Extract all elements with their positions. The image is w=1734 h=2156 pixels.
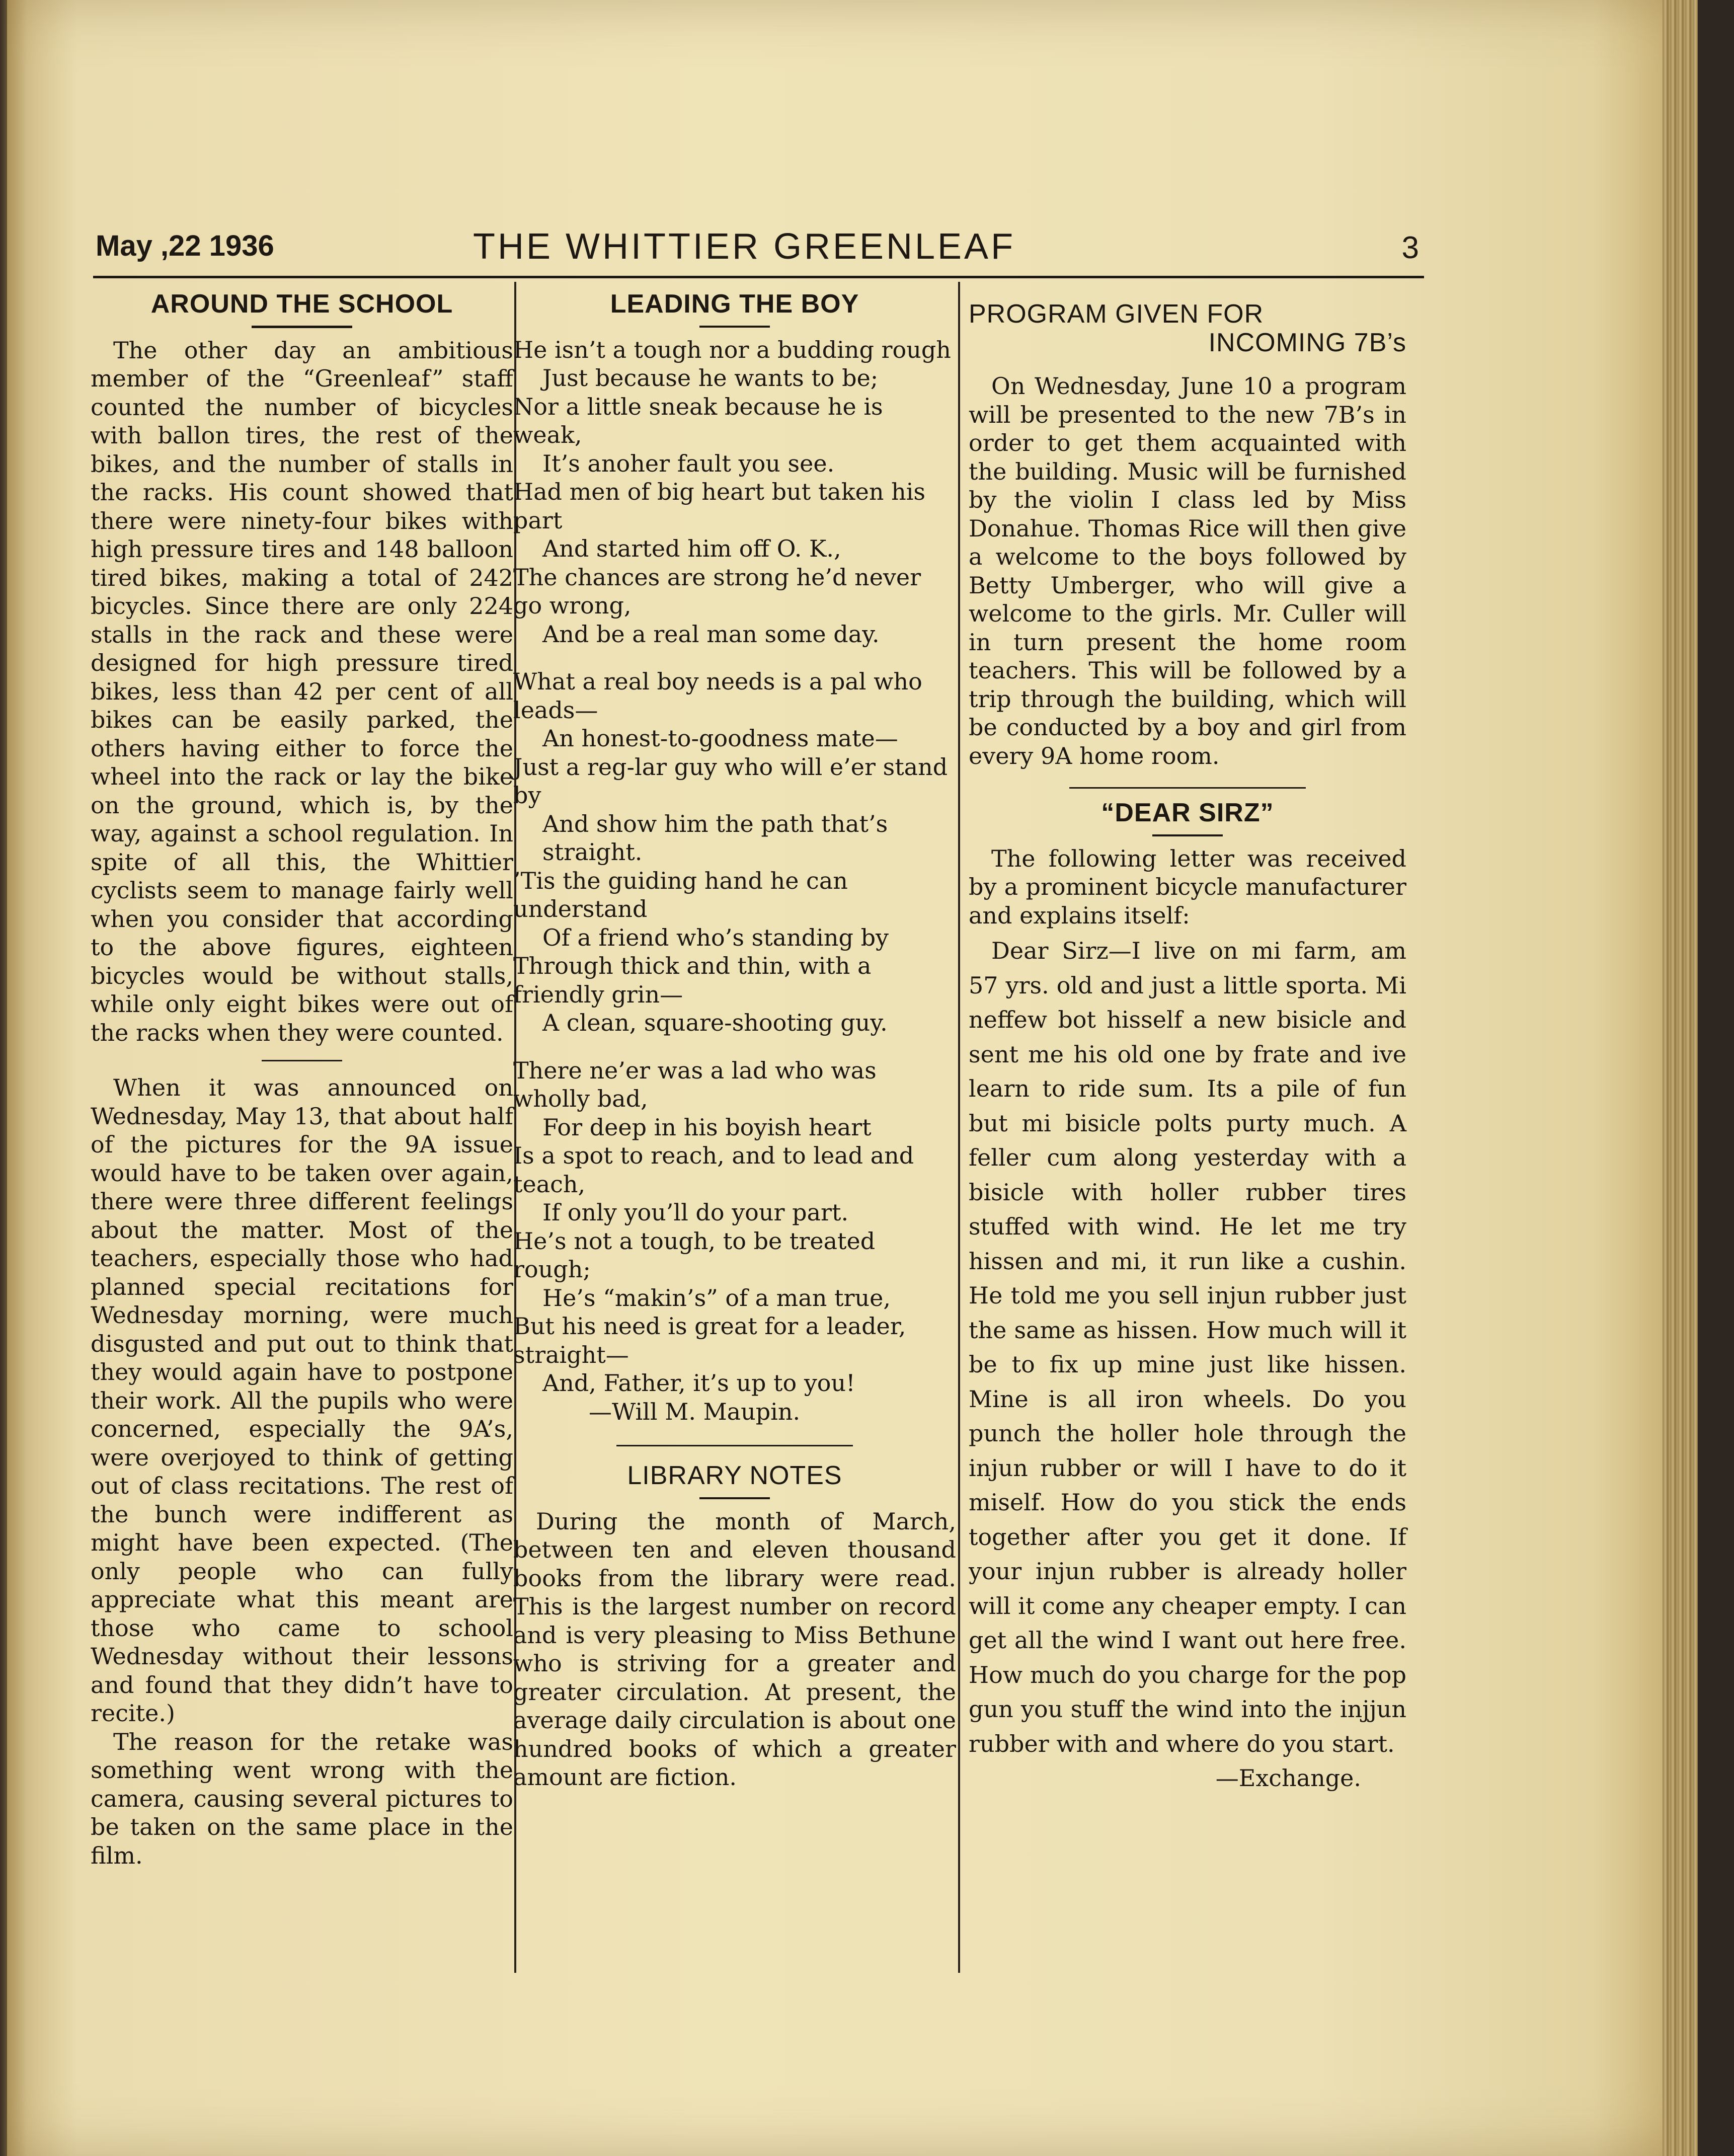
section-divider [262, 1060, 342, 1061]
poem-line: Through thick and thin, with a friendly grin— [513, 952, 872, 1008]
page-edges [1663, 0, 1698, 2156]
heading-rule [1152, 834, 1223, 836]
masthead-title: THE WHITTIER GREENLEAF [473, 226, 1016, 267]
article-heading-line2: INCOMING 7B’s [1208, 328, 1406, 357]
poem-author: —Will M. Maupin. [589, 1398, 801, 1425]
poem-line: The chances are strong he’d never go wrong, [513, 563, 921, 619]
poem-line: If only you’ll do your part. [542, 1199, 849, 1226]
column-1 [91, 287, 513, 1870]
section-divider [616, 1445, 853, 1446]
poem-line: ’Tis the guiding hand he can understand [513, 867, 848, 922]
article-heading: LIBRARY NOTES [627, 1461, 842, 1490]
article-paragraph: The following letter was received by a prominent bicycle manufacturer and explains itself: [969, 844, 1406, 929]
article-heading: “DEAR SIRZ” [1101, 798, 1274, 827]
poem-line: Just a reg-lar guy who will e’er stand by [513, 753, 948, 809]
poem-line: And started him off O. K., [542, 535, 841, 562]
article-heading: AROUND THE SCHOOL [150, 289, 453, 319]
article-paragraph: When it was announced on Wednesday, May 13, that about half of the pictures for the 9A issue would have to be taken over again, there were three different feelings about the matter. Most of the teachers, especially those who had planned special recitations for Wednesday morning, were much disgusted and put out to think that they would again have to postpone their work. All the pupils who were concerned, especially the 9A’s, were overjoyed to think of getting out of class recitations. The rest of the bunch were indifferent as might have been expected. (The only people who can fully appreciate what this meant are those who came to school Wednesday without their lessons and found that they didn’t have to recite.) [91, 1074, 513, 1727]
page-header [96, 226, 1419, 269]
poem-line: What a real boy needs is a pal who leads— [513, 668, 922, 724]
heading-rule [252, 326, 352, 328]
poem-line: A clean, square-shooting guy. [542, 1009, 888, 1036]
poem-line: Just because he wants to be; [542, 364, 879, 392]
column-2 [513, 287, 956, 1792]
poem-line: An honest-to-goodness mate— [542, 725, 898, 752]
poem-line: Of a friend who’s standing by [542, 923, 889, 951]
poem-line: He isn’t a tough nor a budding rough [513, 336, 951, 363]
article-paragraph: On Wednesday, June 10 a program will be presented to the new 7B’s in order to get them acquainted with the building. Music will be furnished by the violin I class led by Miss Donahue. Thomas Rice will then give a welcome to the boys followed by Betty Umberger, who will give a welcome to the girls. Mr. Culler will in turn present the home room teachers. This will be followed by a trip through the building, which will be conducted by a boy and girl from every 9A home room. [969, 372, 1406, 769]
letter-signature: —Exchange. [1215, 1764, 1361, 1792]
poem-line: He’s “makin’s” of a man true, [542, 1284, 891, 1312]
issue-date: May ,22 1936 [96, 229, 274, 262]
poem-line: But his need is great for a leader, straight— [513, 1313, 906, 1368]
poem-line: Is a spot to reach, and to lead and teach, [513, 1142, 914, 1198]
heading-rule [699, 326, 770, 328]
poem-line: It’s anoher fault you see. [542, 449, 835, 477]
poem-line: He’s not a tough, to be treated rough; [513, 1227, 876, 1283]
article-paragraph: During the month of March, between ten and eleven thousand books from the library were read. This is the largest number on record and is very pleasing to Miss Bethune who is striving for a greater and greater circulation. At present, the average daily circulation is about one hundred books of which a greater amount are fiction. [513, 1507, 956, 1791]
article-paragraph: The reason for the retake was something went wrong with the camera, causing several pictures to be taken on the same place in the film. [91, 1728, 513, 1869]
article-paragraph: The other day an ambitious member of the “Greenleaf” staff counted the number of bicycles with ballon tires, the rest of the bikes, and the number of stalls in the racks. His count showed that there were ninety-four bikes with high pressure tires and 148 balloon tired bikes, making a total of 242 bicycles. Since there are only 224 stalls in the rack and these were designed for high pressure tired bikes, less than 42 per cent of all bikes can be easily parked, the others having either to force the wheel into the rack or lay the bike on the ground, which is, by the way, against a school regulation. In spite of all this, the Whittier cyclists seem to manage fairly well when you consider that according to the above figures, eighteen bicycles would be without stalls, while only eight bikes were out of the racks when they were counted. [91, 336, 513, 1046]
poem-line: Nor a little sneak because he is weak, [513, 393, 883, 448]
poem-line: There ne’er was a lad who was wholly bad, [513, 1056, 877, 1112]
header-rule [93, 276, 1424, 278]
section-divider [1069, 787, 1306, 789]
poem-line: And be a real man some day. [542, 620, 880, 648]
column-divider [958, 282, 960, 1973]
article-heading-line1: PROGRAM GIVEN FOR [969, 299, 1264, 329]
column-3 [969, 287, 1406, 1793]
heading-rule [699, 1497, 770, 1499]
poem-line: And, Father, it’s up to you! [542, 1369, 855, 1397]
poem-line: Had men of big heart but taken his part [513, 478, 926, 534]
page-number: 3 [1401, 230, 1419, 265]
poem-line: And show him the path that’s straight. [542, 810, 888, 866]
poem-line: For deep in his boyish heart [542, 1113, 872, 1141]
poem-heading: LEADING THE BOY [610, 289, 859, 319]
letter-text: Dear Sirz—I live on mi farm, am 57 yrs. old and just a little sporta. Mi neffew bot hisself a new bisicle and sent me his old one by frate and ive learn to ride sum. Its a pile of fun but mi bisicle polts purty much. A feller cum along yesterday with a bisicle with holler rubber tires stuffed with wind. He let me try hissen and mi, it run like a cushin. He told me you sell injun rubber just the same as hissen. How much will it be to fix up mine just like hissen. Mine is all iron wheels. Do you punch the holler hole through the injun rubber or will I have to do it miself. How do you stick the ends together after you get it done. If your injun rubber is already holler will it come any cheaper empty. I can get all the wind I want out here free. How much do you charge for the pop gun you stuff the wind into the injjun rubber with and where do you start. [969, 937, 1406, 1757]
